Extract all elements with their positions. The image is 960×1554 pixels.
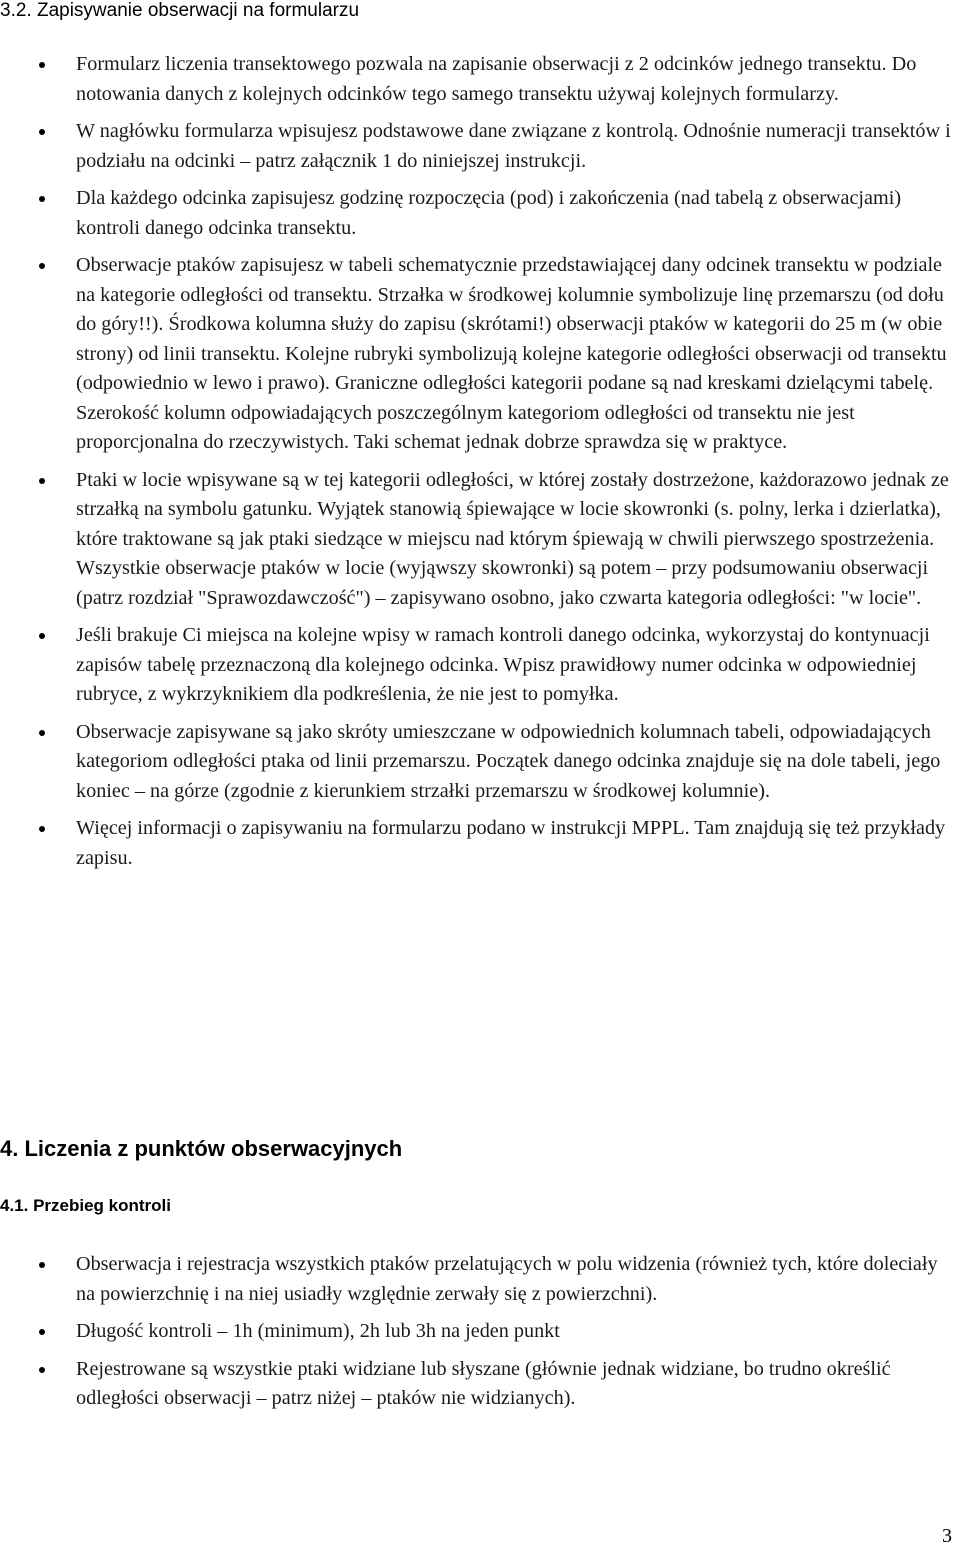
section-heading-4-1: 4.1. Przebieg kontroli — [0, 1196, 171, 1215]
list-item-text: Obserwacja i rejestracja wszystkich ptaków przelatujących w polu widzenia (również tych, które doleciały na powierzchnię i na niej usiadły względnie zerwały się z powierzchni). — [76, 1253, 938, 1305]
section-heading-4: 4. Liczenia z punktów obserwacyjnych — [0, 1136, 403, 1161]
bullet-icon — [39, 263, 45, 269]
bullet-icon — [39, 62, 45, 68]
bullet-icon — [39, 1367, 45, 1373]
list-item — [0, 1250, 960, 1309]
bullet-icon — [39, 478, 45, 484]
page-number: 3 — [942, 1525, 952, 1547]
list-item — [0, 1317, 960, 1347]
list-item — [0, 50, 960, 109]
list-item-text: Ptaki w locie wpisywane są w tej kategorii odległości, w której zostały dostrzeżone, każdorazowo jednak ze strzałką na symbolu gatunku. Wyjątek stanowią śpiewające w locie skowronki (s. polny, lerka i dzierlatka), które traktowane są jak ptaki siedzące w miejscu nad którym śpiewają w chwili pierwszego spostrzeżenia. Wszystkie obserwacje ptaków w locie (wyjąwszy skowronki) są potem – przy podsumowaniu obserwacji (patrz rozdział "Sprawozdawczość") – zapisywano osobno, jako czwarta kategoria odległości: "w locie". — [76, 468, 949, 609]
list-item-text: W nagłówku formularza wpisujesz podstawowe dane związane z kontrolą. Odnośnie numeracji transektów i podziału na odcinki – patrz załącznik 1 do niniejszej instrukcji. — [76, 120, 951, 172]
list-item — [0, 621, 960, 710]
list-item-text: Dla każdego odcinka zapisujesz godzinę rozpoczęcia (pod) i zakończenia (nad tabelą z obserwacjami) kontroli danego odcinka transektu. — [76, 187, 902, 239]
list-item — [0, 251, 960, 458]
bullet-icon — [39, 633, 45, 639]
list-item-text: Więcej informacji o zapisywaniu na formularzu podano w instrukcji MPPL. Tam znajdują się też przykłady zapisu. — [76, 817, 946, 869]
list-item-text: Rejestrowane są wszystkie ptaki widziane lub słyszane (głównie jednak widziane, bo trudno określić odległości obserwacji – patrz niżej – ptaków nie widzianych). — [76, 1357, 891, 1409]
bullet-icon — [39, 730, 45, 736]
bullet-icon — [39, 196, 45, 202]
list-item — [0, 466, 960, 614]
list-item — [0, 718, 960, 807]
list-item — [0, 814, 960, 873]
list-item — [0, 184, 960, 243]
list-item-text: Długość kontroli – 1h (minimum), 2h lub 3h na jeden punkt — [76, 1320, 560, 1342]
list-item-text: Obserwacje ptaków zapisujesz w tabeli schematycznie przedstawiającej dany odcinek transektu w podziale na kategorie odległości od transektu. Strzałka w środkowej kolumnie symbolizuje linę przemarszu (od dołu do góry!!). Środkowa kolumna służy do zapisu (skrótami!) obserwacji ptaków w kategorii do 25 m (w obie strony) od linii transektu. Kolejne rubryki symbolizują kolejne kategorie odległości obserwacji od transektu (odpowiednio w lewo i prawo). Graniczne odległości kategorii podane są nad kreskami dzielącymi tabelę. Szerokość kolumn odpowiadających poszczególnym kategoriom odległości od transektu nie jest proporcjonalna do rzeczywistych. Taki schemat jednak dobrze sprawdza się w praktyce. — [76, 254, 947, 453]
bullet-icon — [39, 826, 45, 832]
list-item-text: Formularz liczenia transektowego pozwala na zapisanie obserwacji z 2 odcinków jednego transektu. Do notowania danych z kolejnych odcinków tego samego transektu używaj kolejnych formularzy. — [76, 53, 917, 105]
bullet-icon — [39, 1329, 45, 1335]
bullet-icon — [39, 129, 45, 135]
list-item — [0, 1355, 960, 1414]
bullet-list-4-1 — [0, 1250, 960, 1414]
section-heading-3-2: 3.2. Zapisywanie obserwacji na formularzu — [0, 0, 360, 21]
list-item-text: Jeśli brakuje Ci miejsca na kolejne wpisy w ramach kontroli danego odcinka, wykorzystaj do kontynuacji zapisów tabelę przeznaczoną dla kolejnego odcinka. Wpisz prawidłowy numer odcinka w odpowiedniej rubryce, z wykrzyknikiem dla podkreślenia, że nie jest to pomyłka. — [76, 624, 930, 705]
bullet-list-3-2 — [0, 50, 960, 873]
list-item — [0, 117, 960, 176]
bullet-icon — [39, 1262, 45, 1268]
list-item-text: Obserwacje zapisywane są jako skróty umieszczane w odpowiednich kolumnach tabeli, odpowiadających kategoriom odległości ptaka od linii przemarszu. Początek danego odcinka znajduje się na dole tabeli, jego koniec – na górze (zgodnie z kierunkiem strzałki przemarszu w środkowej kolumnie). — [76, 720, 941, 802]
